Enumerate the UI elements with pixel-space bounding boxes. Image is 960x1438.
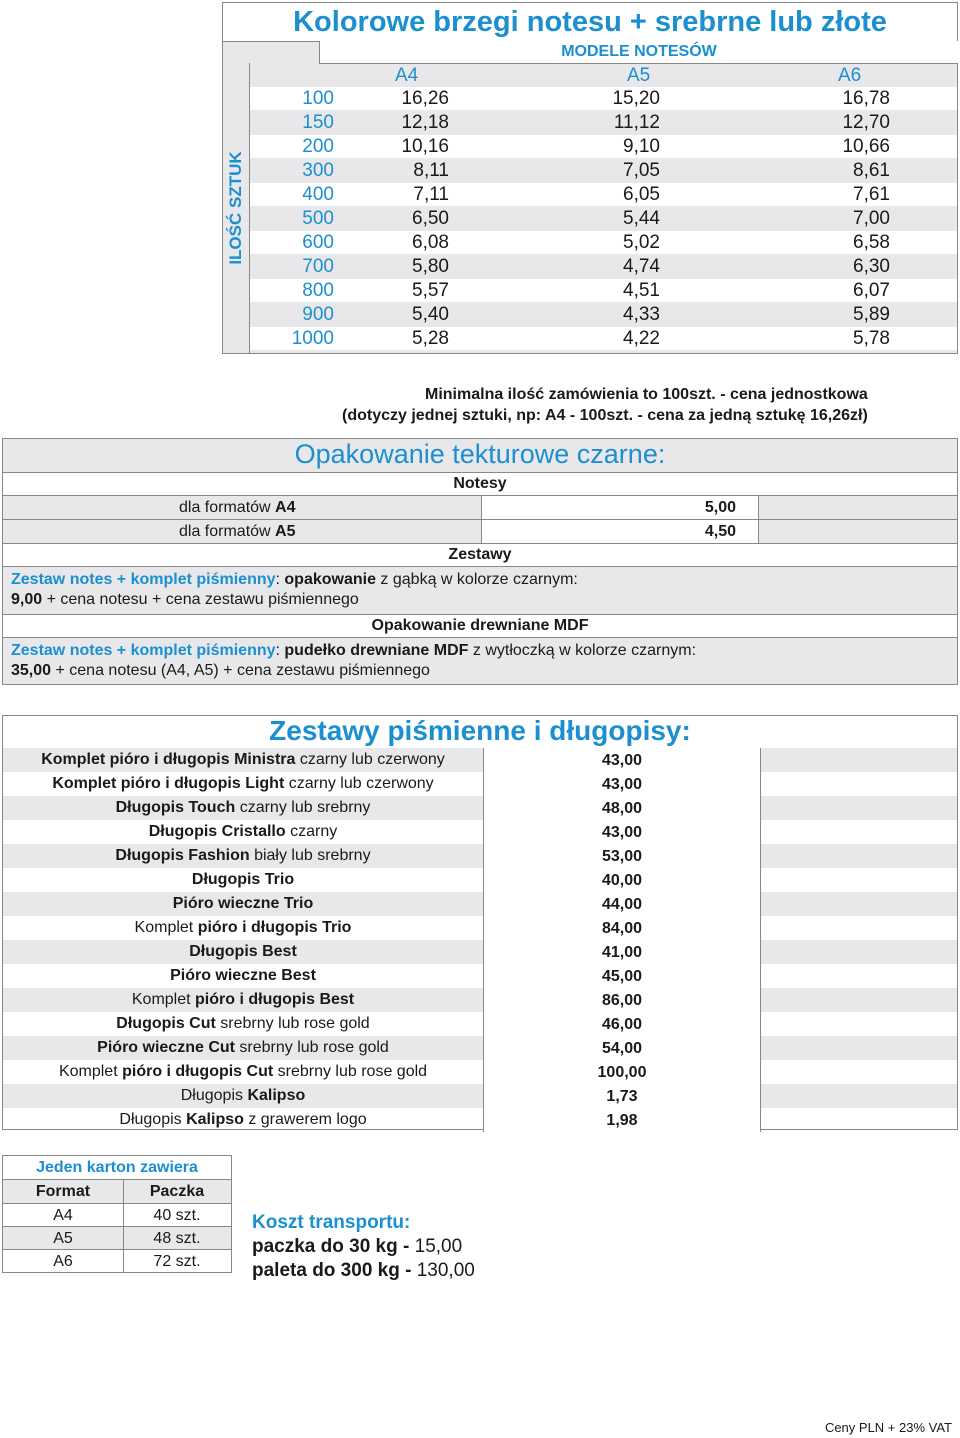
price-row — [250, 135, 957, 158]
price-table — [222, 2, 958, 354]
packaging-a4-prefix: dla formatów — [179, 499, 276, 516]
price-row-qty: 900 — [302, 304, 334, 325]
carton-row-paczka: 72 szt. — [153, 1253, 201, 1270]
packaging-title: Opakowanie tekturowe czarne: — [294, 439, 666, 469]
set-item-name: Długopis Trio — [191, 871, 295, 888]
price-row-qty: 100 — [302, 88, 334, 109]
vat-note: Ceny PLN + 23% VAT — [824, 1420, 952, 1435]
set-item-row — [3, 964, 957, 988]
zestaw2-line1: Zestaw notes + komplet piśmienny: pudełko drewniane MDF z wytłoczką w kolorze czarnym: — [11, 642, 697, 659]
carton-row-paczka: 48 szt. — [153, 1230, 201, 1247]
set-item-price: 1,73 — [483, 1084, 761, 1108]
set-item-price: 48,00 — [483, 796, 761, 820]
zestaw2-line2: 35,00 + cena notesu (A4, A5) + cena zestawu piśmiennego — [11, 662, 430, 679]
price-row-a4: 12,18 — [401, 112, 449, 133]
zestawy-header: Zestawy — [3, 544, 957, 566]
zestaw1-line2: 9,00 + cena notesu + cena zestawu piśmiennego — [11, 591, 359, 608]
set-item-price: 43,00 — [483, 772, 761, 796]
carton-row-format: A6 — [53, 1253, 73, 1270]
carton-row-format: A5 — [53, 1230, 73, 1247]
price-row-a4: 10,16 — [401, 136, 449, 157]
price-row-a6: 7,00 — [853, 208, 890, 229]
price-row-a5: 11,12 — [613, 112, 660, 133]
packaging-a5-format: A5 — [275, 523, 296, 540]
set-item-row — [3, 916, 957, 940]
price-row-a5: 9,10 — [623, 136, 660, 157]
price-row-a4: 5,80 — [412, 256, 449, 277]
notesy-header: Notesy — [3, 473, 957, 495]
set-item-name: Długopis Cristallo czarny — [148, 823, 338, 840]
price-row-a6: 12,70 — [842, 112, 890, 133]
transport-title: Koszt transportu: — [252, 1212, 411, 1233]
set-item-price: 53,00 — [483, 844, 761, 868]
price-row-a5: 7,05 — [623, 160, 660, 181]
mdf-header: Opakowanie drewniane MDF — [3, 615, 957, 637]
set-item-name: Pióro wieczne Best — [170, 967, 316, 984]
price-row-a6: 16,78 — [842, 88, 890, 109]
set-item-name: Pióro wieczne Trio — [172, 895, 314, 912]
transport-line-paleta: paleta do 300 kg - 130,00 — [252, 1260, 475, 1281]
set-item-price: 43,00 — [483, 748, 761, 772]
carton-title: Jeden karton zawiera — [36, 1159, 198, 1176]
carton-row-format: A4 — [53, 1207, 73, 1224]
price-row-qty: 500 — [302, 208, 334, 229]
column-header-a5: A5 — [627, 65, 651, 86]
packaging-a5-price: 4,50 — [704, 523, 736, 540]
transport-line-paczka: paczka do 30 kg - 15,00 — [252, 1236, 463, 1257]
divider — [3, 637, 957, 638]
set-item-row — [3, 1108, 957, 1132]
packaging-a5-prefix: dla formatów — [179, 523, 276, 540]
transport-cost — [252, 1212, 475, 1284]
set-item-name: Pióro wieczne Cut srebrny lub rose gold — [97, 1039, 389, 1056]
price-row-a5: 4,33 — [623, 304, 660, 325]
price-row-qty: 1000 — [291, 328, 334, 349]
price-row-a4: 16,26 — [401, 88, 449, 109]
set-item-name: Długopis Kalipso z grawerem logo — [119, 1111, 367, 1128]
price-row — [250, 255, 957, 278]
column-header-a6: A6 — [838, 65, 862, 86]
price-row-a4: 7,11 — [413, 184, 449, 205]
writing-sets-section — [2, 715, 958, 1130]
price-row-a5: 4,51 — [623, 280, 660, 301]
min-order-note-line1: Minimalna ilość zamówienia to 100szt. - cena jednostkowa — [425, 386, 868, 403]
price-row-a5: 15,20 — [612, 88, 660, 109]
price-row-a5: 6,05 — [623, 184, 660, 205]
price-row-qty: 150 — [302, 112, 334, 133]
carton-row — [3, 1226, 231, 1250]
writing-sets-title: Zestawy piśmienne i długopisy: — [269, 715, 691, 746]
price-row-a6: 5,89 — [853, 304, 890, 325]
price-row-a5: 4,22 — [623, 328, 660, 349]
set-item-row — [3, 940, 957, 964]
set-item-price: 84,00 — [483, 916, 761, 940]
packaging-section — [2, 438, 958, 685]
packaging-a4-price: 5,00 — [704, 499, 736, 516]
set-item-name: Komplet pióro i długopis Best — [131, 991, 355, 1008]
carton-row — [3, 1249, 231, 1273]
set-item-row — [3, 988, 957, 1012]
price-row-a4: 6,50 — [412, 208, 449, 229]
price-row-a6: 6,30 — [853, 256, 890, 277]
price-row — [250, 327, 957, 350]
divider — [3, 566, 957, 567]
price-row-a4: 6,08 — [412, 232, 449, 253]
set-item-price: 43,00 — [483, 820, 761, 844]
set-item-name: Długopis Cut srebrny lub rose gold — [116, 1015, 370, 1032]
carton-table — [2, 1155, 232, 1273]
price-row-qty: 200 — [302, 136, 334, 157]
price-row — [250, 207, 957, 230]
price-row — [250, 231, 957, 254]
price-row-a4: 5,28 — [412, 328, 449, 349]
set-item-row — [3, 1036, 957, 1060]
price-row-a6: 6,07 — [853, 280, 890, 301]
column-header-a4: A4 — [395, 65, 419, 86]
price-row — [250, 159, 957, 182]
price-row-a4: 8,11 — [413, 160, 449, 181]
set-item-row — [3, 1084, 957, 1108]
price-row — [250, 183, 957, 206]
price-row-a4: 5,40 — [412, 304, 449, 325]
price-row-qty: 600 — [302, 232, 334, 253]
price-row-a6: 10,66 — [842, 136, 890, 157]
carton-col-format: Format — [35, 1183, 91, 1200]
price-row-a4: 5,57 — [412, 280, 449, 301]
min-order-note-line2: (dotyczy jednej sztuki, np: A4 - 100szt. - cena za jedną sztukę 16,26zł) — [342, 407, 868, 424]
set-item-price: 54,00 — [483, 1036, 761, 1060]
set-item-name: Długopis Fashion biały lub srebrny — [115, 847, 371, 864]
set-item-row — [3, 820, 957, 844]
price-row-qty: 400 — [302, 184, 334, 205]
set-item-price: 1,98 — [483, 1108, 761, 1132]
set-item-name: Długopis Touch czarny lub srebrny — [115, 799, 371, 816]
carton-row — [3, 1203, 231, 1227]
set-item-row — [3, 748, 957, 772]
set-item-price: 86,00 — [483, 988, 761, 1012]
set-item-price: 45,00 — [483, 964, 761, 988]
price-row-a6: 8,61 — [853, 160, 890, 181]
set-item-row — [3, 1060, 957, 1084]
set-item-price: 44,00 — [483, 892, 761, 916]
set-item-row — [3, 844, 957, 868]
set-item-name: Komplet pióro i długopis Light czarny lub czerwony — [52, 775, 434, 792]
price-table-title: Kolorowe brzegi notesu + srebrne lub złote — [223, 3, 957, 42]
packaging-row-a5 — [3, 520, 957, 543]
price-row — [250, 303, 957, 326]
price-row-qty: 300 — [302, 160, 334, 181]
packaging-a4-format: A4 — [275, 499, 296, 516]
set-item-row — [3, 1012, 957, 1036]
set-item-row — [3, 868, 957, 892]
models-header: MODELE NOTESÓW — [319, 41, 958, 64]
carton-row-paczka: 40 szt. — [153, 1207, 201, 1224]
carton-column-divider — [123, 1180, 124, 1272]
carton-col-paczka: Paczka — [149, 1183, 205, 1200]
price-row-qty: 700 — [302, 256, 334, 277]
packaging-row-a4 — [3, 496, 957, 519]
set-item-price: 41,00 — [483, 940, 761, 964]
quantity-side-label-text: ILOŚĆ SZTUK — [226, 151, 245, 265]
set-item-name: Komplet pióro i długopis Trio — [134, 919, 352, 936]
price-row — [250, 279, 957, 302]
price-row-a5: 5,44 — [623, 208, 660, 229]
set-item-row — [3, 796, 957, 820]
price-row-a5: 4,74 — [623, 256, 660, 277]
price-row-a6: 7,61 — [853, 184, 890, 205]
set-item-name: Długopis Kalipso — [180, 1087, 306, 1104]
zestaw1-line1: Zestaw notes + komplet piśmienny: opakowanie z gąbką w kolorze czarnym: — [11, 571, 578, 588]
set-item-name: Długopis Best — [189, 943, 297, 960]
price-row-a6: 5,78 — [853, 328, 890, 349]
price-row-qty: 800 — [302, 280, 334, 301]
set-item-price: 100,00 — [483, 1060, 761, 1084]
price-row — [250, 87, 957, 110]
set-item-name: Komplet pióro i długopis Ministra czarny lub czerwony — [41, 751, 445, 768]
set-item-name: Komplet pióro i długopis Cut srebrny lub rose gold — [58, 1063, 428, 1080]
price-row — [250, 111, 957, 134]
price-row-a6: 6,58 — [853, 232, 890, 253]
set-item-row — [3, 772, 957, 796]
quantity-side-label — [223, 63, 250, 353]
set-item-row — [3, 892, 957, 916]
set-item-price: 40,00 — [483, 868, 761, 892]
price-row-a5: 5,02 — [623, 232, 660, 253]
set-item-price: 46,00 — [483, 1012, 761, 1036]
